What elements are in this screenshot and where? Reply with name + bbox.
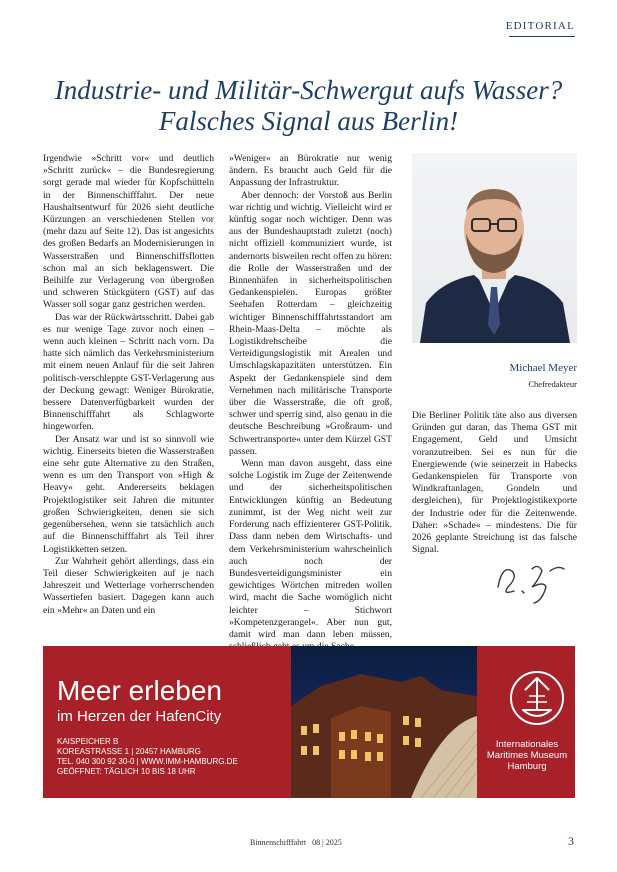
museum-name xyxy=(479,739,575,772)
signature-image xyxy=(492,557,572,607)
ad-address-line: KOREASTRASSE 1 | 20457 HAMBURG xyxy=(57,747,201,756)
section-label: EDITORIAL xyxy=(505,20,575,32)
ad-address-line: TEL. 040 300 92 30-0 | WWW.IMM-HAMBURG.DE xyxy=(57,757,238,766)
author-name: Michael Meyer xyxy=(509,362,577,374)
ad-address-line: KAISPEICHER B xyxy=(57,737,119,746)
portrait-illustration xyxy=(412,153,577,343)
museum-name-line: Internationales xyxy=(495,739,559,750)
paragraph: Wenn man davon ausgeht, dass eine solche Logistik im Zuge der Zeitenwende und der sicherheitspolitischen Entwicklungen künftig an Bedeutung zunimmt, ist der Weg nicht weit zur Forderung nach effizienterer GST-Politik. Dass dann neben dem Wirtschafts- und dem Verkehrsministerium wahrscheinlich auch noch der Bundesverteidigungsminister ein gewichtiges Wörtchen mitreden wollen wird, macht die Sache womöglich nicht leichter – Stichwort »Kompetenzgerangel«. Aber nun gut, damit wird man dann leben müssen, xyxy=(229,458,392,640)
museum-name-line: Maritimes Museum xyxy=(486,750,568,761)
article-column-3 xyxy=(412,410,577,556)
paragraph: Das war der Rückwärtsschritt. Dabei gab es nur wenige Tage zuvor noch einen – wenn auch kleinen – Schritt nach vorn. Da hatte sich nämlich das Verkehrsministerium mit einem neuen Anlauf für die seit Jahren politisch-verschleppte GST-Verlagerung aus der Deckung gewagt: Weniger Bürokratie, bessere Datenverfügbarkeit wurden der Binnenschifffahrt als Schlagworte hingeworfen. xyxy=(43,311,214,433)
author-role: Chefredakteur xyxy=(528,379,577,389)
ad-photo-night-building xyxy=(291,646,477,798)
paragraph: Der Ansatz war und ist so sinnvoll wie wichtig. Einerseits bieten die Wasserstraßen eine sehr gute Alternative zu den Straßen, wenn es um den Transport von »High & Heavy« geht. Andererseits beklagen Projektlogistiker seit Jahren die mitunter großen Schwierigkeiten, denen sie sich gegenübersehen, wenn sie tatsächlich auch auf die Binnenschifffahrt als Teil ihrer Logistikketten setzen. xyxy=(43,433,214,555)
advertisement-banner[interactable] xyxy=(43,646,575,798)
paragraph: Irgendwie »Schritt vor« und deutlich »Schritt zurück« – die Bundesregierung sorgt gerade mal wieder für Kopfschütteln in der Binnenschifffahrt. Der neue Haushaltsentwurf für 2026 sieht deutliche Kürzungen an verschiedenen Stellen vor (mehr dazu auf Seite 12). Das ist angesichts des großen Bedarfs an Modernisierungen in Wasserstraßen und Binnenschiffsflotten schon mal an sich beklagenswert. Die Beihilfe zur Verlagerung von übergroßen und schweren Stückgütern (GST) auf das Wasser soll sogar ganz gestrichen werden. xyxy=(43,153,214,311)
headline-line-2: Falsches Signal aus Berlin! xyxy=(158,106,459,136)
headline xyxy=(40,75,577,137)
museum-name-line: Hamburg xyxy=(507,761,547,772)
headline-line-1: Industrie- und Militär-Schwergut aufs Wasser? xyxy=(54,75,563,105)
paragraph: Zur Wahrheit gehört allerdings, dass ein Teil dieser Schwierigkeiten auf je nach Jahreszeit und Wetterlage vorherrschenden Wassertiefen basiert. Dagegen kann auch ein »Mehr« an Daten und ein xyxy=(43,555,214,616)
paragraph: »Weniger« an Bürokratie nur wenig ändern. Es braucht auch Geld für die Anpassung der Infrastruktur. xyxy=(229,153,392,189)
paragraph: Die Berliner Politik täte also aus diversen Gründen gut daran, das Thema GST mit Engagement, Geld und Umsicht voranzutreiben. Sei es nun für die Energiewende (wie seinerzeit in Habecks Gedankenspielen für Transporte von Windkraftanlagen, Gondeln und dergleichen), für Projektlogistikexporte der Industrie oder für die Zeitenwende. Daher: »Schade« – mindestens. Die für 2026 geplante Streichung ist das falsche Signal. xyxy=(412,410,577,556)
section-rule xyxy=(509,36,575,37)
page-number: 3 xyxy=(568,834,574,848)
author-photo xyxy=(412,153,577,343)
ad-title: Meer erleben xyxy=(57,675,222,706)
paragraph: Aber dennoch: der Vorstoß aus Berlin war richtig und wichtig. Vielleicht wird er künftig sogar noch wichtiger. Denn was aus der Bundeshauptstadt zuletzt (noch) nicht offiziell kommuniziert wurde, ist andernorts bisweilen recht offen zu hören: die Rolle der Wasserstraßen und der Binnenhäfen in sicherheitspolitischen Gedankenspielen. Europas größter Seehafen Rotterdam – gleichzeitig wichtiger Binnenschifffahrtsstandort am Rhein-Maas-Delta – möchte als Logistikdrehscheibe die Verteidigungslogistik mit Arealen und Umschlagskapazitäten unterstützen. Ein Aspekt der Gedankenspiele sind dem Vernehmen nach militärische Transporte über die Wasserstraße, die oft groß, schwer und sperrig sind, also genau in die deutsche Beschreibung »Großraum- und Schwertransporte« unter dem Kürzel GST passen. xyxy=(229,189,392,457)
article-column-2 xyxy=(229,153,392,653)
article-column-1 xyxy=(43,153,214,617)
building-illustration xyxy=(291,646,477,798)
ad-address xyxy=(57,737,238,777)
museum-emblem-icon xyxy=(509,670,565,732)
ad-address-line: GEÖFFNET: TÄGLICH 10 BIS 18 UHR xyxy=(57,767,196,776)
footer-magazine: Binnenschifffahrt 08 | 2025 xyxy=(250,838,342,847)
ad-subtitle: im Herzen der HafenCity xyxy=(57,708,222,725)
